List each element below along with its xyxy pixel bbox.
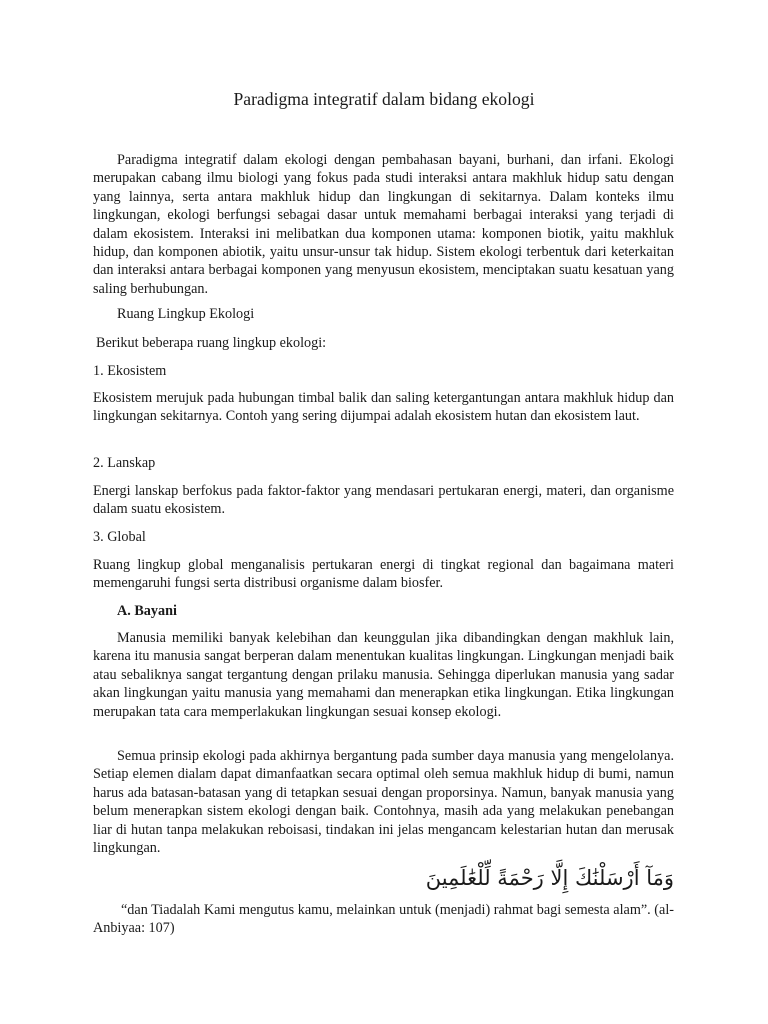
scope-item-text-ekosistem: Ekosistem merujuk pada hubungan timbal balik dan saling ketergantungan antara makhluk hidup dan lingkungan sekitarnya. Contoh yang sering dijumpai adalah ekosistem hutan dan ekosistem laut. — [93, 390, 674, 425]
intro-paragraph: Paradigma integratif dalam ekologi dengan pembahasan bayani, burhani, dan irfani. Ekologi merupakan cabang ilmu biologi yang fokus pada studi interaksi antara makhluk hidup satu dengan yang lainnya, serta antara makhluk hidup dan lingkungan di sekitarnya. Dalam konteks ilmu lingkungan, ekologi berfungsi sebagai dasar untuk memahami berbagai interaksi yang terjadi di dalam ekosistem. Interaksi ini melibatkan dua komponen utama: komponen biotik, yaitu makhluk hidup, dan komponen abiotik, yaitu unsur-unsur tak hidup. Sistem ekologi terbentuk dari keterkaitan dan interaksi antara berbagai komponen yang menyusun ekosistem, menciptakan suatu kesatuan yang saling berhubungan. — [93, 152, 674, 297]
scope-item-text-lanskap: Energi lanskap berfokus pada faktor-faktor yang mendasari pertukaran energi, materi, dan organisme dalam suatu ekosistem. — [93, 483, 674, 518]
section-a-paragraph-2: Semua prinsip ekologi pada akhirnya bergantung pada sumber daya manusia yang mengelolanya. Setiap elemen dialam dapat dimanfaatkan secara optimal oleh semua makhluk hidup di bumi, namun harus ada batasan-batasan yang di tetapkan sesuai dengan proporsinya. Namun, banyak manusia yang belum menerapkan sistem ekologi dengan baik. Contohnya, masih ada yang melakukan penebangan liar di hutan tanpa melakukan reboisasi, tindakan ini jelas mengancam kelestarian hutan dan merusak lingkungan. — [93, 748, 674, 857]
scope-intro: Berikut beberapa ruang lingkup ekologi: — [96, 335, 327, 351]
section-a-paragraph-1: Manusia memiliki banyak kelebihan dan keunggulan jika dibandingkan dengan makhluk lain, karena itu manusia sangat berperan dalam menentukan kualitas lingkungan. Lingkungan menjadi baik atau sebaliknya sangat tergantung dengan prilaku manusia. Sehingga diperlukan manusia yang sadar akan lingkungan yaitu manusia yang memahami dan menerapkan etika lingkungan. Etika lingkungan merupakan tata cara memperlakukan lingkungan sesuai konsep ekologi. — [93, 630, 674, 720]
arabic-verse: وَمَآ أَرْسَلْنَٰكَ إِلَّا رَحْمَةً لِّلْعَٰلَمِينَ — [425, 866, 674, 890]
scope-heading: Ruang Lingkup Ekologi — [117, 306, 255, 322]
verse-translation: “dan Tiadalah Kami mengutus kamu, melainkan untuk (menjadi) rahmat bagi semesta alam”. (al-Anbiyaa: 107) — [93, 902, 674, 937]
document-title: Paradigma integratif dalam bidang ekologi — [233, 89, 535, 109]
scope-item-label-ekosistem: 1. Ekosistem — [93, 363, 167, 379]
section-a-heading: A. Bayani — [117, 603, 177, 619]
scope-item-text-global: Ruang lingkup global menganalisis pertukaran energi di tingkat regional dan bagaimana materi memengaruhi fungsi serta distribusi organisme dalam biosfer. — [93, 557, 674, 592]
scope-item-label-lanskap: 2. Lanskap — [93, 455, 156, 471]
scope-item-label-global: 3. Global — [93, 529, 146, 545]
